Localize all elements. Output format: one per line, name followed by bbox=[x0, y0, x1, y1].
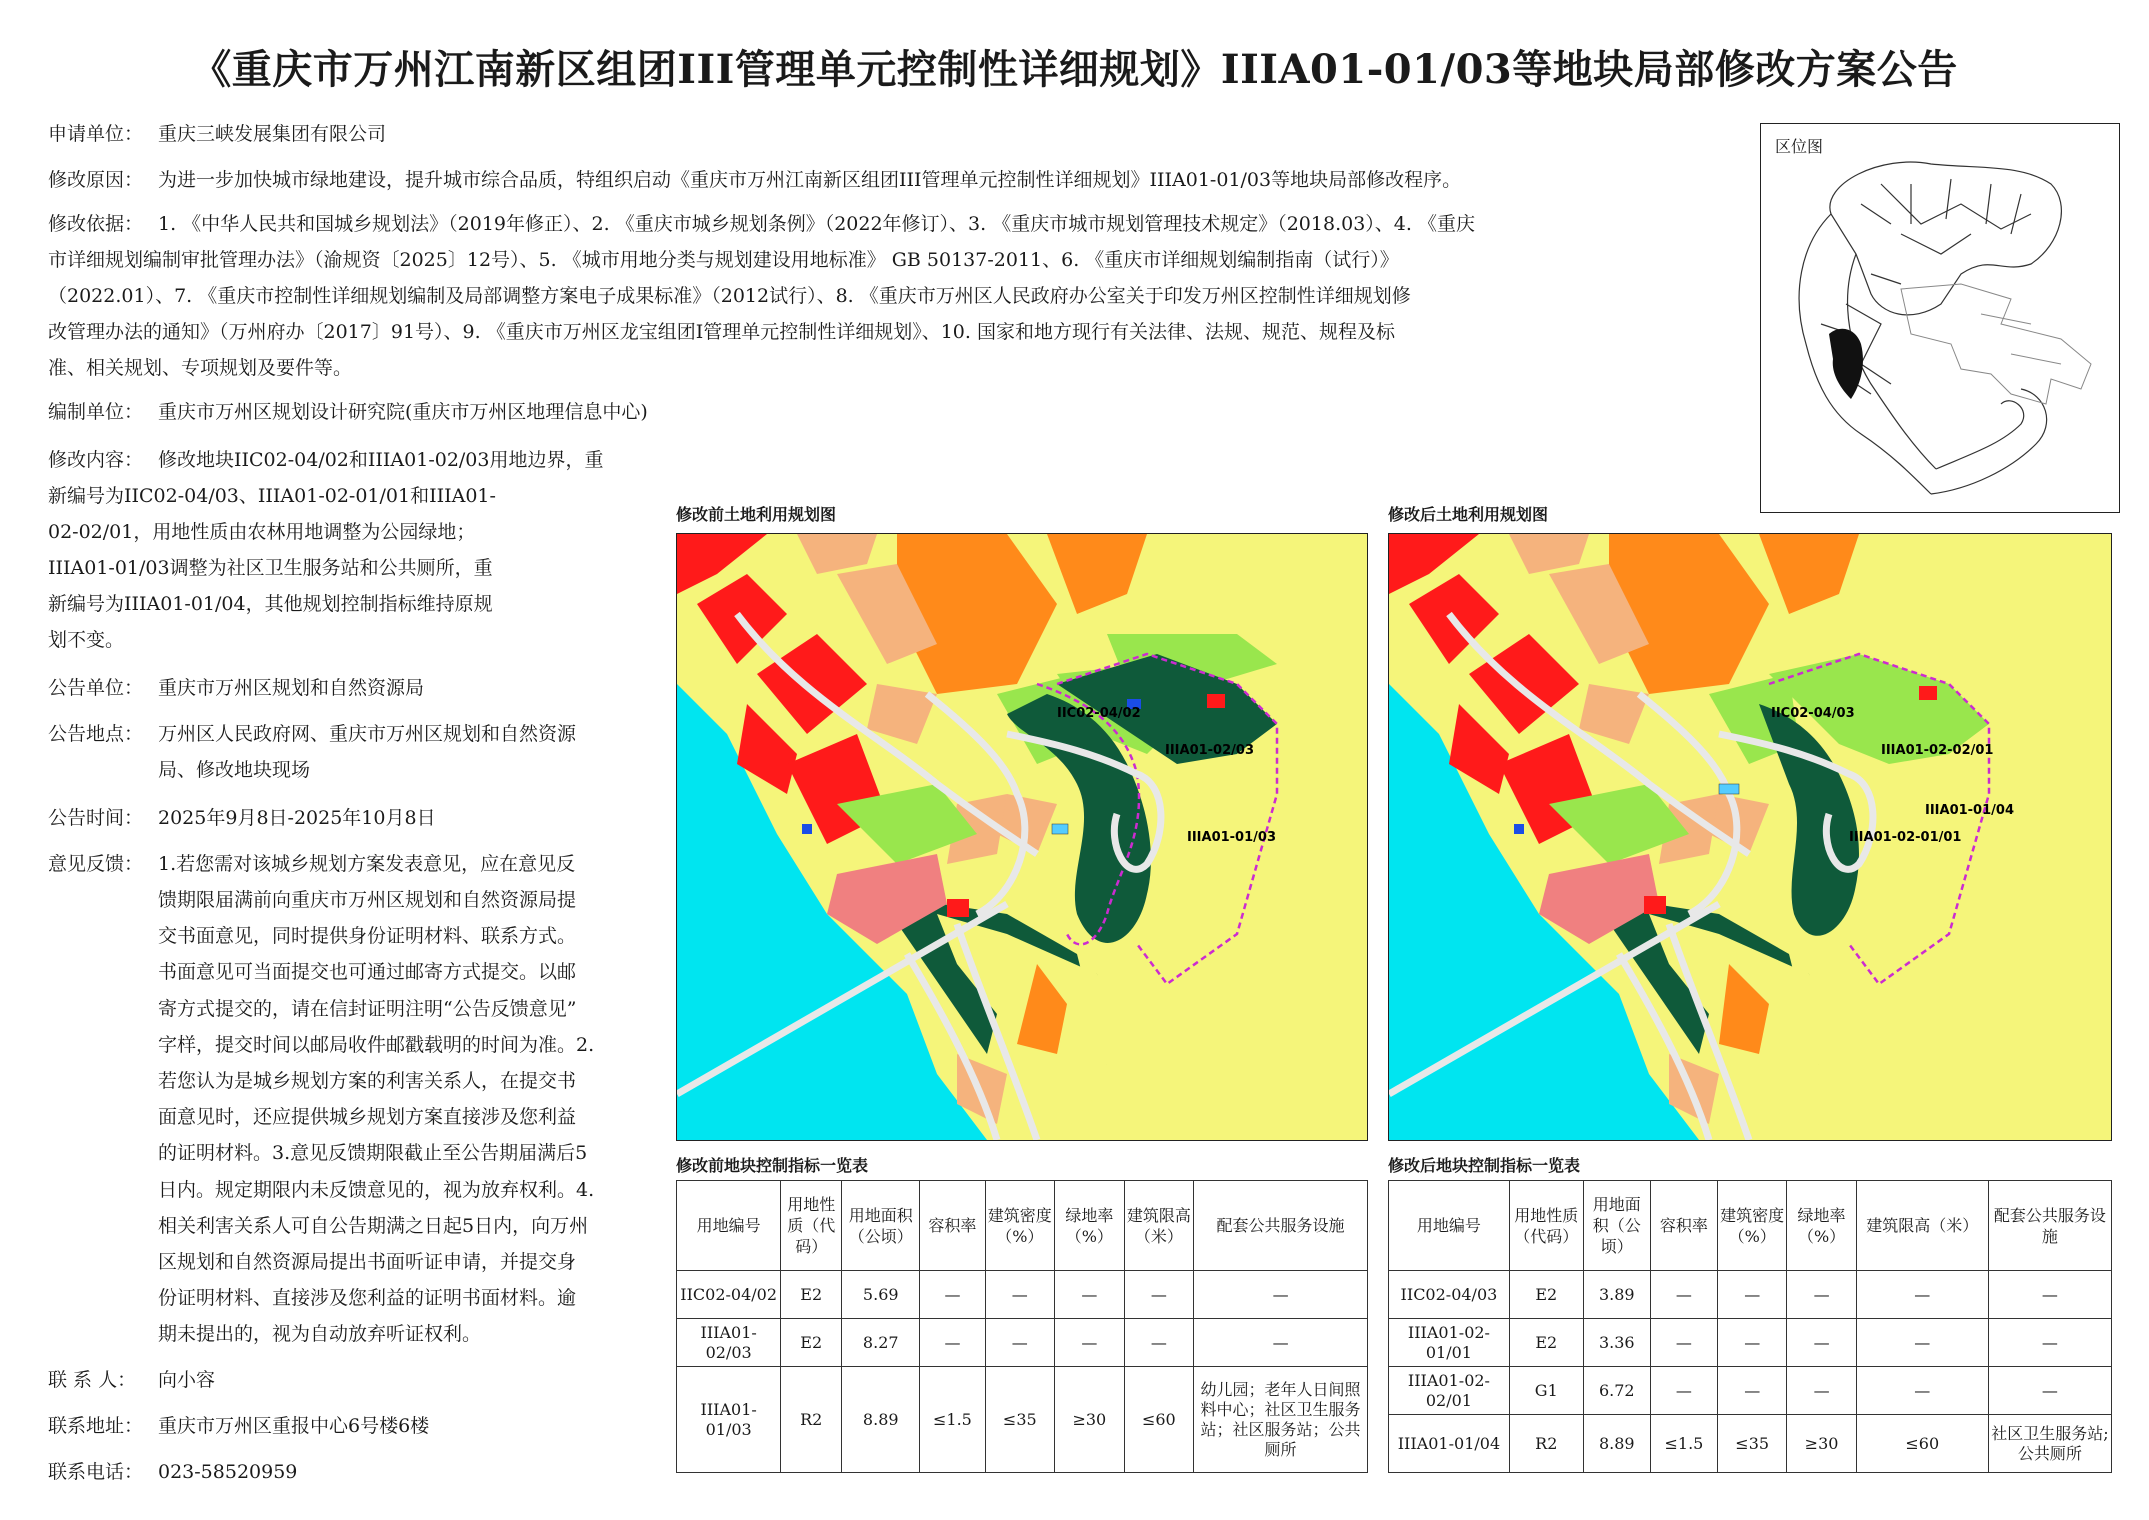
table-row bbox=[677, 1367, 1368, 1473]
applicant-value: 重庆三峡发展集团有限公司 bbox=[158, 123, 387, 145]
table-cell: — bbox=[1787, 1367, 1856, 1415]
table-cell: 8.27 bbox=[842, 1319, 920, 1367]
map-before-label-3: IIIA01-01/03 bbox=[1187, 830, 1276, 845]
feedback-line: 字样，提交时间以邮局收件邮戳载明的时间为准。2. bbox=[158, 1033, 595, 1056]
location-map-drawing bbox=[1761, 124, 2119, 512]
table-cell: — bbox=[1194, 1271, 1368, 1319]
table-cell: — bbox=[1718, 1319, 1787, 1367]
map-after-heading: 修改后土地利用规划图 bbox=[1388, 505, 1549, 524]
table-cell: G1 bbox=[1509, 1367, 1583, 1415]
place-line: 局、修改地块现场 bbox=[158, 759, 311, 781]
table-cell: IIIA01-02/03 bbox=[677, 1319, 781, 1367]
table-cell: 3.36 bbox=[1583, 1319, 1650, 1367]
location-map bbox=[1760, 123, 2120, 513]
time-label: 公告时间： bbox=[48, 807, 144, 829]
phone-value: 023-58520959 bbox=[158, 1461, 298, 1483]
location-map-caption: 区位图 bbox=[1775, 137, 1824, 156]
table-before bbox=[676, 1180, 1368, 1473]
basis-text bbox=[158, 206, 1475, 242]
contact-value: 向小容 bbox=[158, 1369, 216, 1391]
feedback-line: 相关利害关系人可自公告期满之日起5日内，向万州 bbox=[158, 1214, 589, 1237]
basis-line: （2022.01）、7. 《重庆市控制性详细规划编制及局部调整方案电子成果标准》（2012试行）、8. 《重庆市万州区人民政府办公室关于印发万州区控制性详细规划修 bbox=[48, 285, 1411, 307]
table-header: 容积率 bbox=[920, 1181, 985, 1271]
table-cell: IIIA01-02-02/01 bbox=[1389, 1367, 1510, 1415]
table-cell: E2 bbox=[1509, 1319, 1583, 1367]
table-cell: — bbox=[1988, 1271, 2111, 1319]
table-cell: ≤35 bbox=[985, 1367, 1055, 1473]
feedback-line: 区规划和自然资源局提出书面听证申请，并提交身 bbox=[158, 1251, 577, 1274]
basis-line: 1. 《中华人民共和国城乡规划法》（2019年修正）、2. 《重庆市城乡规划条例》（2022年修订）、3. 《重庆市城市规划管理技术规定》（2018.03）、4. 《重庆 bbox=[158, 213, 1475, 235]
table-row bbox=[1389, 1271, 2112, 1319]
table-header: 建筑限高（米） bbox=[1124, 1181, 1194, 1271]
table-cell: — bbox=[920, 1319, 985, 1367]
basis-label: 修改依据： bbox=[48, 213, 144, 235]
content-line: IIIA01-01/03调整为社区卫生服务站和公共厕所，重 bbox=[48, 557, 493, 579]
table-cell: R2 bbox=[781, 1367, 842, 1473]
feedback-first bbox=[158, 846, 575, 882]
table-header: 用地面积（公顷） bbox=[1583, 1181, 1650, 1271]
table-cell: — bbox=[1718, 1271, 1787, 1319]
table-header: 建筑密度（%） bbox=[1718, 1181, 1787, 1271]
address-value: 重庆市万州区重报中心6号楼6楼 bbox=[158, 1415, 430, 1437]
table-header: 绿地率（%） bbox=[1055, 1181, 1125, 1271]
table-cell: ≤60 bbox=[1856, 1415, 1988, 1473]
table-header: 用地性质（代码） bbox=[1509, 1181, 1583, 1271]
place-line: 万州区人民政府网、重庆市万州区规划和自然资源 bbox=[158, 723, 577, 745]
table-after-heading: 修改后地块控制指标一览表 bbox=[1388, 1156, 1581, 1175]
table-cell: — bbox=[1718, 1367, 1787, 1415]
phone-label: 联系电话： bbox=[48, 1461, 144, 1483]
table-cell: — bbox=[1787, 1319, 1856, 1367]
page-title: 《重庆市万州江南新区组团III管理单元控制性详细规划》IIIA01-01/03等地块局部修改方案公告 bbox=[191, 46, 1958, 93]
place-label: 公告地点： bbox=[48, 723, 144, 745]
feedback-line: 日内。规定期限内未反馈意见的，视为放弃权利。4. bbox=[158, 1178, 595, 1201]
table-cell: — bbox=[1787, 1271, 1856, 1319]
table-cell: — bbox=[1856, 1319, 1988, 1367]
table-cell: ≤1.5 bbox=[1650, 1415, 1717, 1473]
table-row bbox=[1389, 1367, 2112, 1415]
content-line: 02-02/01，用地性质由农林用地调整为公园绿地； bbox=[48, 521, 476, 543]
map-before-label-1: IIC02-04/02 bbox=[1057, 706, 1141, 721]
map-after bbox=[1388, 533, 2112, 1141]
content-line: 新编号为IIIA01-01/04，其他规划控制指标维持原规 bbox=[48, 593, 493, 615]
publisher-label: 公告单位： bbox=[48, 677, 144, 699]
table-cell: — bbox=[1194, 1319, 1368, 1367]
table-after bbox=[1388, 1180, 2112, 1473]
feedback-line: 交书面意见，同时提供身份证明材料、联系方式。 bbox=[158, 925, 577, 948]
contact-label: 联 系 人： bbox=[48, 1369, 137, 1391]
basis-line: 市详细规划编制审批管理办法》（渝规资〔2025〕12号）、5. 《城市用地分类与规划建设用地标准》 GB 50137-2011、6. 《重庆市详细规划编制指南（试行）》 bbox=[48, 249, 1399, 271]
table-cell: ≥30 bbox=[1055, 1367, 1125, 1473]
reason-value: 为进一步加快城市绿地建设，提升城市综合品质，特组织启动《重庆市万州江南新区组团III管理单元控制性详细规划》IIIA01-01/03等地块局部修改程序。 bbox=[158, 169, 1462, 191]
table-header: 用地编号 bbox=[1389, 1181, 1510, 1271]
place-text bbox=[158, 716, 576, 788]
table-cell: E2 bbox=[781, 1319, 842, 1367]
reason-label: 修改原因： bbox=[48, 169, 144, 191]
table-cell: IIIA01-01/04 bbox=[1389, 1415, 1510, 1473]
content-line: 划不变。 bbox=[48, 629, 125, 651]
table-header: 配套公共服务设施 bbox=[1194, 1181, 1368, 1271]
table-cell: — bbox=[1650, 1319, 1717, 1367]
table-header: 容积率 bbox=[1650, 1181, 1717, 1271]
table-header: 用地编号 bbox=[677, 1181, 781, 1271]
table-header-row bbox=[1389, 1181, 2112, 1271]
table-cell: — bbox=[1650, 1367, 1717, 1415]
table-cell: — bbox=[1124, 1319, 1194, 1367]
feedback-line: 1.若您需对该城乡规划方案发表意见，应在意见反 bbox=[158, 853, 576, 875]
content-line: 修改地块IIC02-04/02和IIIA01-02/03用地边界，重 bbox=[158, 449, 604, 471]
table-cell: 8.89 bbox=[842, 1367, 920, 1473]
table-cell: — bbox=[985, 1271, 1055, 1319]
basis-line: 改管理办法的通知》（万州府办〔2017〕91号）、9. 《重庆市万州区龙宝组团I管理单元控制性详细规划》、10. 国家和地方现行有关法律、法规、规范、规程及标 bbox=[48, 321, 1395, 343]
time-value: 2025年9月8日-2025年10月8日 bbox=[158, 807, 436, 829]
table-cell: 社区卫生服务站;公共厕所 bbox=[1988, 1415, 2111, 1473]
table-cell: 5.69 bbox=[842, 1271, 920, 1319]
table-cell: — bbox=[1055, 1271, 1125, 1319]
table-header: 绿地率（%） bbox=[1787, 1181, 1856, 1271]
table-cell: IIIA01-01/03 bbox=[677, 1367, 781, 1473]
table-cell: — bbox=[1988, 1319, 2111, 1367]
table-cell: IIC02-04/02 bbox=[677, 1271, 781, 1319]
table-header: 建筑限高（米） bbox=[1856, 1181, 1988, 1271]
table-cell: ≤60 bbox=[1124, 1367, 1194, 1473]
feedback-line: 面意见时，还应提供城乡规划方案直接涉及您利益 bbox=[158, 1106, 577, 1129]
feedback-line: 书面意见可当面提交也可通过邮寄方式提交。以邮 bbox=[158, 961, 577, 984]
feedback-line: 寄方式提交的，请在信封证明注明“公告反馈意见” bbox=[158, 997, 577, 1020]
table-row bbox=[677, 1271, 1368, 1319]
table-cell: — bbox=[1988, 1367, 2111, 1415]
publisher-value: 重庆市万州区规划和自然资源局 bbox=[158, 677, 425, 699]
applicant-label: 申请单位： bbox=[48, 123, 144, 145]
map-before-drawing bbox=[677, 534, 1367, 1140]
table-cell: — bbox=[985, 1319, 1055, 1367]
table-row bbox=[1389, 1415, 2112, 1473]
table-header: 配套公共服务设施 bbox=[1988, 1181, 2111, 1271]
table-before-heading: 修改前地块控制指标一览表 bbox=[676, 1156, 869, 1175]
content-line: 新编号为IIC02-04/03、IIIA01-02-01/01和IIIA01- bbox=[48, 485, 496, 507]
map-after-label-1: IIC02-04/03 bbox=[1771, 706, 1855, 721]
table-cell: — bbox=[1856, 1271, 1988, 1319]
table-row bbox=[677, 1319, 1368, 1367]
content-text bbox=[158, 442, 604, 478]
table-header: 建筑密度（%） bbox=[985, 1181, 1055, 1271]
table-header-row bbox=[677, 1181, 1368, 1271]
table-cell: IIIA01-02-01/01 bbox=[1389, 1319, 1510, 1367]
feedback-label: 意见反馈： bbox=[48, 853, 144, 875]
table-header: 用地面积（公顷） bbox=[842, 1181, 920, 1271]
table-cell: R2 bbox=[1509, 1415, 1583, 1473]
map-after-label-3: IIIA01-01/04 bbox=[1925, 803, 2014, 818]
table-cell: — bbox=[1124, 1271, 1194, 1319]
feedback-line: 若您认为是城乡规划方案的利害关系人，在提交书 bbox=[158, 1070, 577, 1093]
map-before-label-2: IIIA01-02/03 bbox=[1165, 743, 1254, 758]
table-cell: 3.89 bbox=[1583, 1271, 1650, 1319]
basis-line: 准、相关规划、专项规划及要件等。 bbox=[48, 357, 353, 379]
table-cell: ≤1.5 bbox=[920, 1367, 985, 1473]
table-cell: IIC02-04/03 bbox=[1389, 1271, 1510, 1319]
address-label: 联系地址： bbox=[48, 1415, 144, 1437]
editor-value: 重庆市万州区规划设计研究院(重庆市万州区地理信息中心) bbox=[158, 401, 648, 423]
feedback-line: 份证明材料、直接涉及您利益的证明书面材料。逾 bbox=[158, 1287, 577, 1310]
table-cell: 幼儿园；老年人日间照料中心；社区卫生服务站；社区服务站；公共厕所 bbox=[1194, 1367, 1368, 1473]
table-cell: — bbox=[1856, 1367, 1988, 1415]
table-cell: — bbox=[920, 1271, 985, 1319]
table-cell: E2 bbox=[781, 1271, 842, 1319]
map-after-label-2: IIIA01-02-02/01 bbox=[1881, 743, 1994, 758]
table-cell: E2 bbox=[1509, 1271, 1583, 1319]
feedback-line: 的证明材料。3.意见反馈期限截止至公告期届满后5 bbox=[158, 1142, 588, 1165]
feedback-line: 馈期限届满前向重庆市万州区规划和自然资源局提 bbox=[158, 889, 577, 911]
table-cell: ≤35 bbox=[1718, 1415, 1787, 1473]
table-cell: 6.72 bbox=[1583, 1367, 1650, 1415]
map-before bbox=[676, 533, 1368, 1141]
table-cell: 8.89 bbox=[1583, 1415, 1650, 1473]
editor-label: 编制单位： bbox=[48, 401, 144, 423]
table-cell: — bbox=[1650, 1271, 1717, 1319]
map-after-label-4: IIIA01-02-01/01 bbox=[1849, 830, 1962, 845]
table-header: 用地性质（代码） bbox=[781, 1181, 842, 1271]
table-cell: ≥30 bbox=[1787, 1415, 1856, 1473]
map-before-heading: 修改前土地利用规划图 bbox=[676, 505, 837, 524]
feedback-line: 期未提出的，视为自动放弃听证权利。 bbox=[158, 1323, 482, 1346]
map-after-drawing bbox=[1389, 534, 2111, 1140]
table-row bbox=[1389, 1319, 2112, 1367]
table-cell: — bbox=[1055, 1319, 1125, 1367]
content-label: 修改内容： bbox=[48, 449, 144, 471]
